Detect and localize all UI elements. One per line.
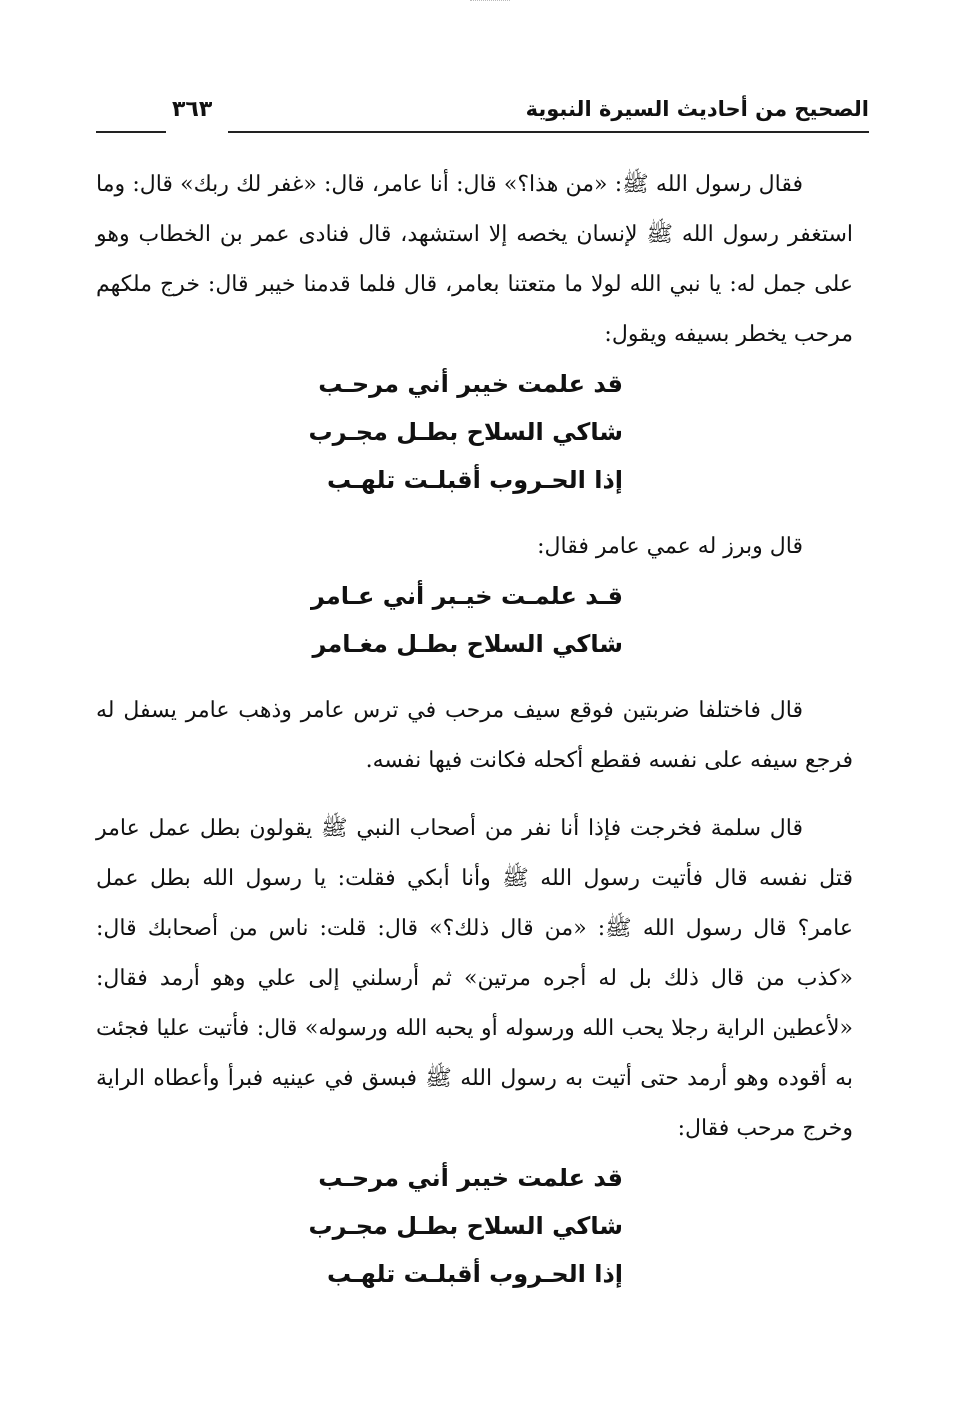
scan-artifact <box>470 0 510 7</box>
poem-line: شاكي السلاح بطـل مغـامر <box>312 630 623 658</box>
paragraph-3: قال فاختلفا ضربتين فوقع سيف مرحب في ترس عامر وذهب عامر يسفل له فرجع سيفه على نفسه فقطع أكحله فكانت فيها نفسه. <box>96 698 853 773</box>
paragraph-2: قال وبرز له عمي عامر فقال: <box>537 534 803 559</box>
paragraph-1: فقال رسول الله ﷺ: «من هذا؟» قال: أنا عامر، قال: «غفر لك ربك» قال: وما استغفر رسول الله ﷺ لإنسان يخصه إلا استشهد، قال فنادى عمر بن الخطاب وهو على جمل له: يا نبي الله لولا ما متعتنا بعامر، قال فلما قدمنا خيبر قال: خرج ملكهم مرحب يخطر بسيفه ويقول: <box>96 172 853 347</box>
book-title: الصحيح من أحاديث السيرة النبوية <box>525 97 869 121</box>
poem-line: إذا الحـروب أقبلـت تلهـب <box>327 466 623 494</box>
poem-1 <box>96 360 853 504</box>
poem-line: إذا الحـروب أقبلـت تلهـب <box>327 1260 623 1288</box>
poem-line: قد علمت خيبر أني مرحـب <box>318 370 623 398</box>
page-number: ٣٦٣ <box>172 97 213 122</box>
poem-line: قـد علمـت خيـبر أني عـامر <box>310 582 623 610</box>
poem-2 <box>96 572 853 668</box>
header-rule-short <box>96 131 166 133</box>
paragraph-4: قال سلمة فخرجت فإذا أنا نفر من أصحاب النبي ﷺ يقولون بطل عمل عامر قتل نفسه قال فأتيت رسول الله ﷺ وأنا أبكي فقلت: يا رسول الله بطل عمل عامر؟ قال رسول الله ﷺ: «من قال ذلك؟» قال: قلت: ناس من أصحابك قال: «كذب من قال ذلك بل له أجره مرتين» ثم أرسلني إلى علي وهو أرمد فقال: «لأعطين الراية رجلا يحب الله ورسوله أو يحبه الله ورسوله» قال: فأتيت عليا فجئت به أقوده وهو أرمد حتى أتيت به رسول الله ﷺ فبسق في عينيه فبرأ وأعطاه الراية وخرج مرحب فقال: <box>96 816 854 1141</box>
running-header <box>96 97 869 133</box>
header-rule <box>228 131 869 133</box>
poem-3 <box>96 1154 853 1298</box>
poem-line: شاكي السلاح بطـل مجـرب <box>308 1212 623 1240</box>
poem-line: قد علمت خيبر أني مرحـب <box>318 1164 623 1192</box>
poem-line: شاكي السلاح بطـل مجـرب <box>308 418 623 446</box>
page-body <box>96 160 853 1298</box>
